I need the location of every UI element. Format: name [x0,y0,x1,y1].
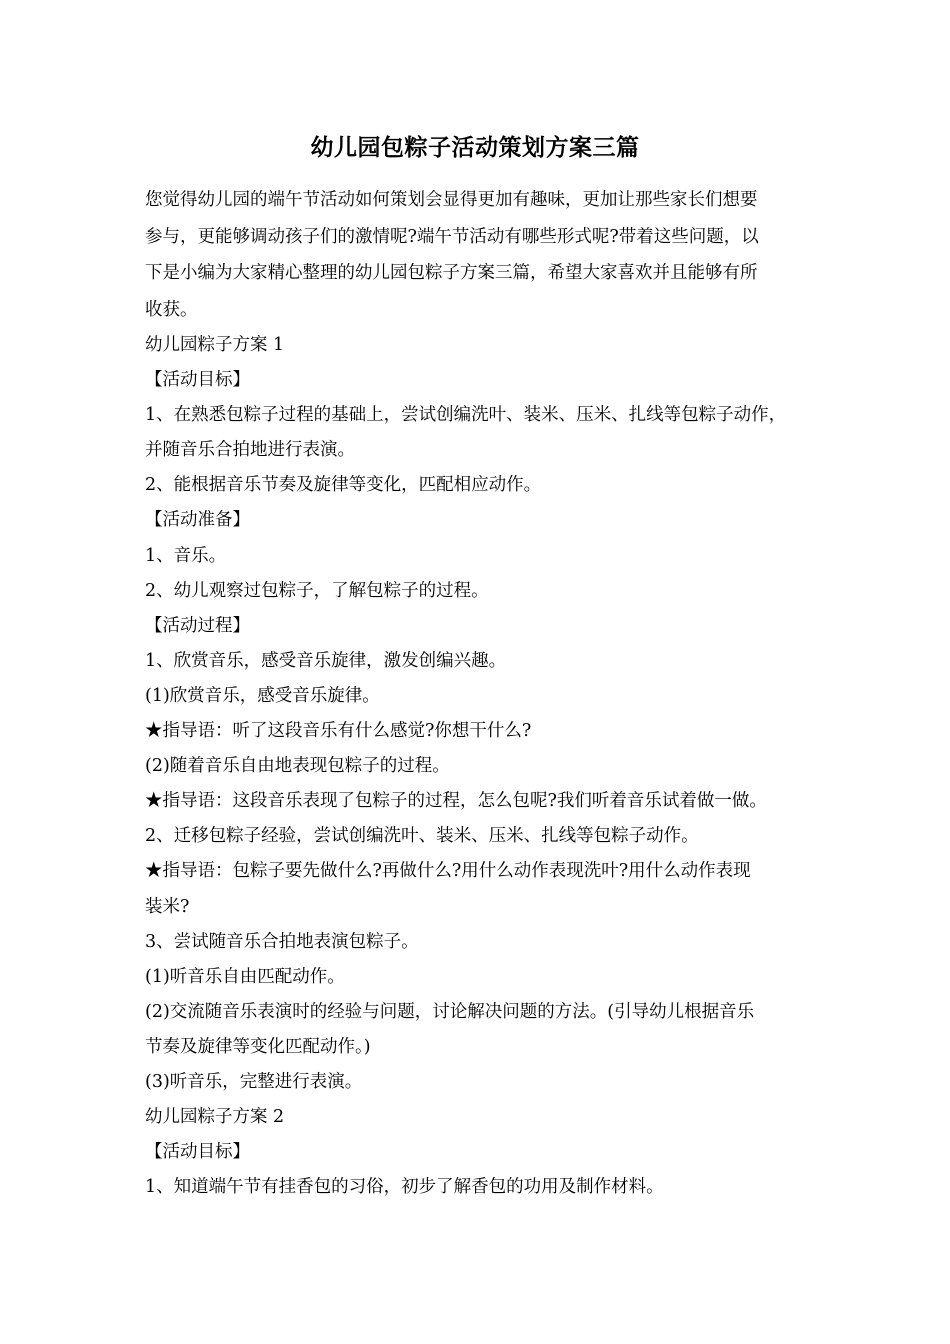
document-body [145,182,810,1205]
document-title: 幼儿园包粽子活动策划方案三篇 [310,134,640,161]
text-line: 节奏及旋律等变化匹配动作。) [145,1036,371,1057]
text-line: 1、在熟悉包粽子过程的基础上，尝试创编洗叶、装米、压米、扎线等包粽子动作， [145,405,787,426]
section-heading: 幼儿园粽子方案 1 [145,335,285,355]
text-line: 3、尝试随音乐合拍地表演包粽子。 [145,931,419,952]
intro-paragraph [145,182,810,328]
text-line: 1、知道端午节有挂香包的习俗，初步了解香包的功用及制作材料。 [145,1177,664,1198]
subsection-heading: 【活动目标】 [145,370,250,391]
text-line: ★指导语：听了这段音乐有什么感觉?你想干什么? [145,721,532,742]
text-line: 2、幼儿观察过包粽子，了解包粽子的过程。 [145,580,489,601]
text-line: (1)欣赏音乐，感受音乐旋律。 [145,685,380,706]
text-line: 并随音乐合拍地进行表演。 [145,440,355,461]
intro-line: 您觉得幼儿园的端午节活动如何策划会显得更加有趣味，更加让那些家长们想要 [145,190,758,210]
text-line: ★指导语：这段音乐表现了包粽子的过程，怎么包呢?我们听着音乐试着做一做。 [145,791,767,812]
text-line: 1、欣赏音乐，感受音乐旋律，激发创编兴趣。 [145,650,507,671]
text-line: 2、能根据音乐节奏及旋律等变化，匹配相应动作。 [145,475,542,496]
intro-line: 下是小编为大家精心整理的幼儿园包粽子方案三篇，希望大家喜欢并且能够有所 [145,263,758,283]
intro-line: 收获。 [145,299,198,320]
text-line: (2)交流随音乐表演时的经验与问题，讨论解决问题的方法。(引导幼儿根据音乐 [145,1001,755,1022]
text-line: (1)听音乐自由匹配动作。 [145,966,345,987]
section-heading: 幼儿园粽子方案 2 [145,1107,285,1128]
text-line: 2、迁移包粽子经验，尝试创编洗叶、装米、压米、扎线等包粽子动作。 [145,826,699,847]
text-line: 1、音乐。 [145,545,227,566]
subsection-heading: 【活动过程】 [145,615,250,636]
text-line: 装米? [145,896,190,917]
text-line: (2)随着音乐自由地表现包粽子的过程。 [145,756,450,777]
subsection-heading: 【活动准备】 [145,510,250,531]
text-line: ★指导语：包粽子要先做什么?再做什么?用什么动作表现洗叶?用什么动作表现 [145,861,751,882]
intro-line: 参与，更能够调动孩子们的激情呢?端午节活动有哪些形式呢?带着这些问题，以 [145,226,759,247]
subsection-heading: 【活动目标】 [145,1142,250,1163]
plan-content [145,328,810,1205]
text-line: (3)听音乐，完整进行表演。 [145,1071,363,1092]
